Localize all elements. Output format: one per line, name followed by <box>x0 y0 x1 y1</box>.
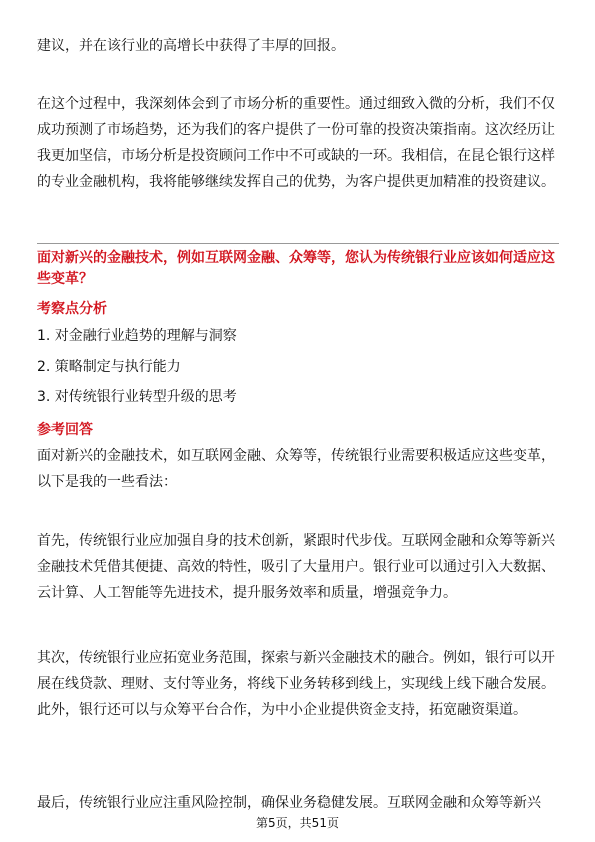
analysis-item: 2. 策略制定与执行能力 <box>37 359 181 375</box>
answer-paragraph: 面对新兴的金融技术，如互联网金融、众筹等，传统银行业需要积极适应这些变革，以下是我的一些看法： <box>37 448 555 490</box>
answer-paragraph: 其次，传统银行业应拓宽业务范围，探索与新兴金融技术的融合。例如，银行可以开展在线贷款、理财、支付等业务，将线下业务转移到线上，实现线上线下融合发展。此外，银行还可以与众筹平台合作，为中小企业提供资金支持，拓宽融资渠道。 <box>37 650 555 718</box>
answer-paragraph: 最后，传统银行业应注重风险控制，确保业务稳健发展。互联网金融和众筹等新兴 <box>37 795 541 811</box>
page-number: 第5页，共51页 <box>256 816 339 830</box>
answer-heading: 参考回答 <box>37 422 93 438</box>
analysis-item: 3. 对传统银行业转型升级的思考 <box>37 389 237 405</box>
answer-paragraph: 首先，传统银行业应加强自身的技术创新，紧跟时代步伐。互联网金融和众筹等新兴金融技术凭借其便捷、高效的特性，吸引了大量用户。银行业可以通过引入大数据、云计算、人工智能等先进技术，提升服务效率和质量，增强竞争力。 <box>37 533 555 601</box>
paragraph-intro-end: 建议，并在该行业的高增长中获得了丰厚的回报。 <box>37 38 345 54</box>
analysis-heading: 考察点分析 <box>37 301 107 317</box>
question-heading: 面对新兴的金融技术，例如互联网金融、众筹等，您认为传统银行业应该如何适应这些变革？ <box>37 250 555 287</box>
section-divider <box>37 243 559 244</box>
paragraph-reflection: 在这个过程中，我深刻体会到了市场分析的重要性。通过细致入微的分析，我们不仅成功预测了市场趋势，还为我们的客户提供了一份可靠的投资决策指南。这次经历让我更加坚信，市场分析是投资顾问工作中不可或缺的一环。我相信，在昆仑银行这样的专业金融机构，我将能够继续发挥自己的优势，为客户提供更加精准的投资建议。 <box>37 96 555 190</box>
analysis-item: 1. 对金融行业趋势的理解与洞察 <box>37 328 237 344</box>
